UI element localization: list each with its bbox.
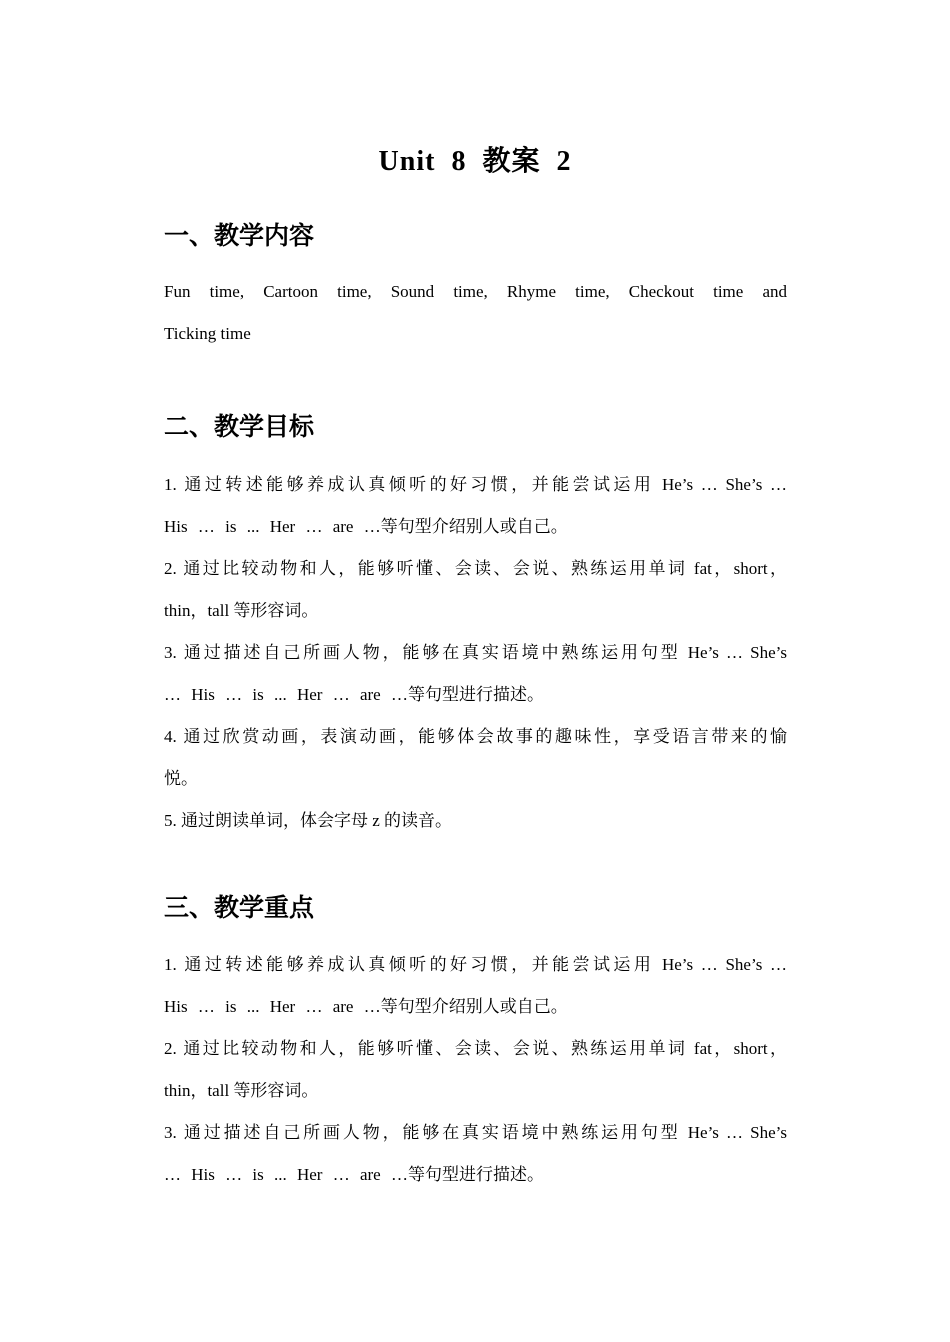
paragraph-line: … His … is ... Her … are …等句型进行描述。 [164, 1165, 544, 1184]
paragraph-line: 1. 通过转述能够养成认真倾听的好习惯，并能尝试运用 He’s … She’s … [164, 475, 787, 494]
paragraph-line: 2. 通过比较动物和人，能够听懂、会读、会说、熟练运用单词 fat，short， [164, 1039, 787, 1058]
paragraph-line: 5. 通过朗读单词，体会字母 z 的读音。 [164, 811, 453, 830]
paragraph-line: 4. 通过欣赏动画，表演动画，能够体会故事的趣味性，享受语言带来的愉 [164, 727, 787, 746]
paragraph-line: 2. 通过比较动物和人，能够听懂、会读、会说、熟练运用单词 fat，short， [164, 559, 787, 578]
paragraph-line: thin，tall 等形容词。 [164, 1081, 319, 1100]
paragraph-line: Fun time, Cartoon time, Sound time, Rhyme time, Checkout time and [164, 282, 787, 301]
section-content-paragraph [164, 271, 787, 355]
paragraph-line: His … is ... Her … are …等句型介绍别人或自己。 [164, 997, 568, 1016]
paragraph-line: 悦。 [164, 769, 198, 788]
section-key-points-paragraph [164, 944, 787, 1196]
paragraph-line: Ticking time [164, 324, 251, 343]
section-objectives-paragraph [164, 464, 787, 842]
paragraph-line: His … is ... Her … are …等句型介绍别人或自己。 [164, 517, 568, 536]
paragraph-line: 3. 通过描述自己所画人物，能够在真实语境中熟练运用句型 He’s … She’s [164, 643, 787, 662]
paragraph-line: 1. 通过转述能够养成认真倾听的好习惯，并能尝试运用 He’s … She’s … [164, 955, 787, 974]
section-heading-content: 一、教学内容 [164, 223, 315, 250]
document-title: Unit 8 教案 2 [378, 146, 572, 177]
paragraph-line: thin，tall 等形容词。 [164, 601, 319, 620]
section-heading-key-points: 三、教学重点 [164, 895, 315, 922]
section-heading-objectives: 二、教学目标 [164, 414, 315, 441]
paragraph-line: 3. 通过描述自己所画人物，能够在真实语境中熟练运用句型 He’s … She’s [164, 1123, 787, 1142]
paragraph-line: … His … is ... Her … are …等句型进行描述。 [164, 685, 544, 704]
